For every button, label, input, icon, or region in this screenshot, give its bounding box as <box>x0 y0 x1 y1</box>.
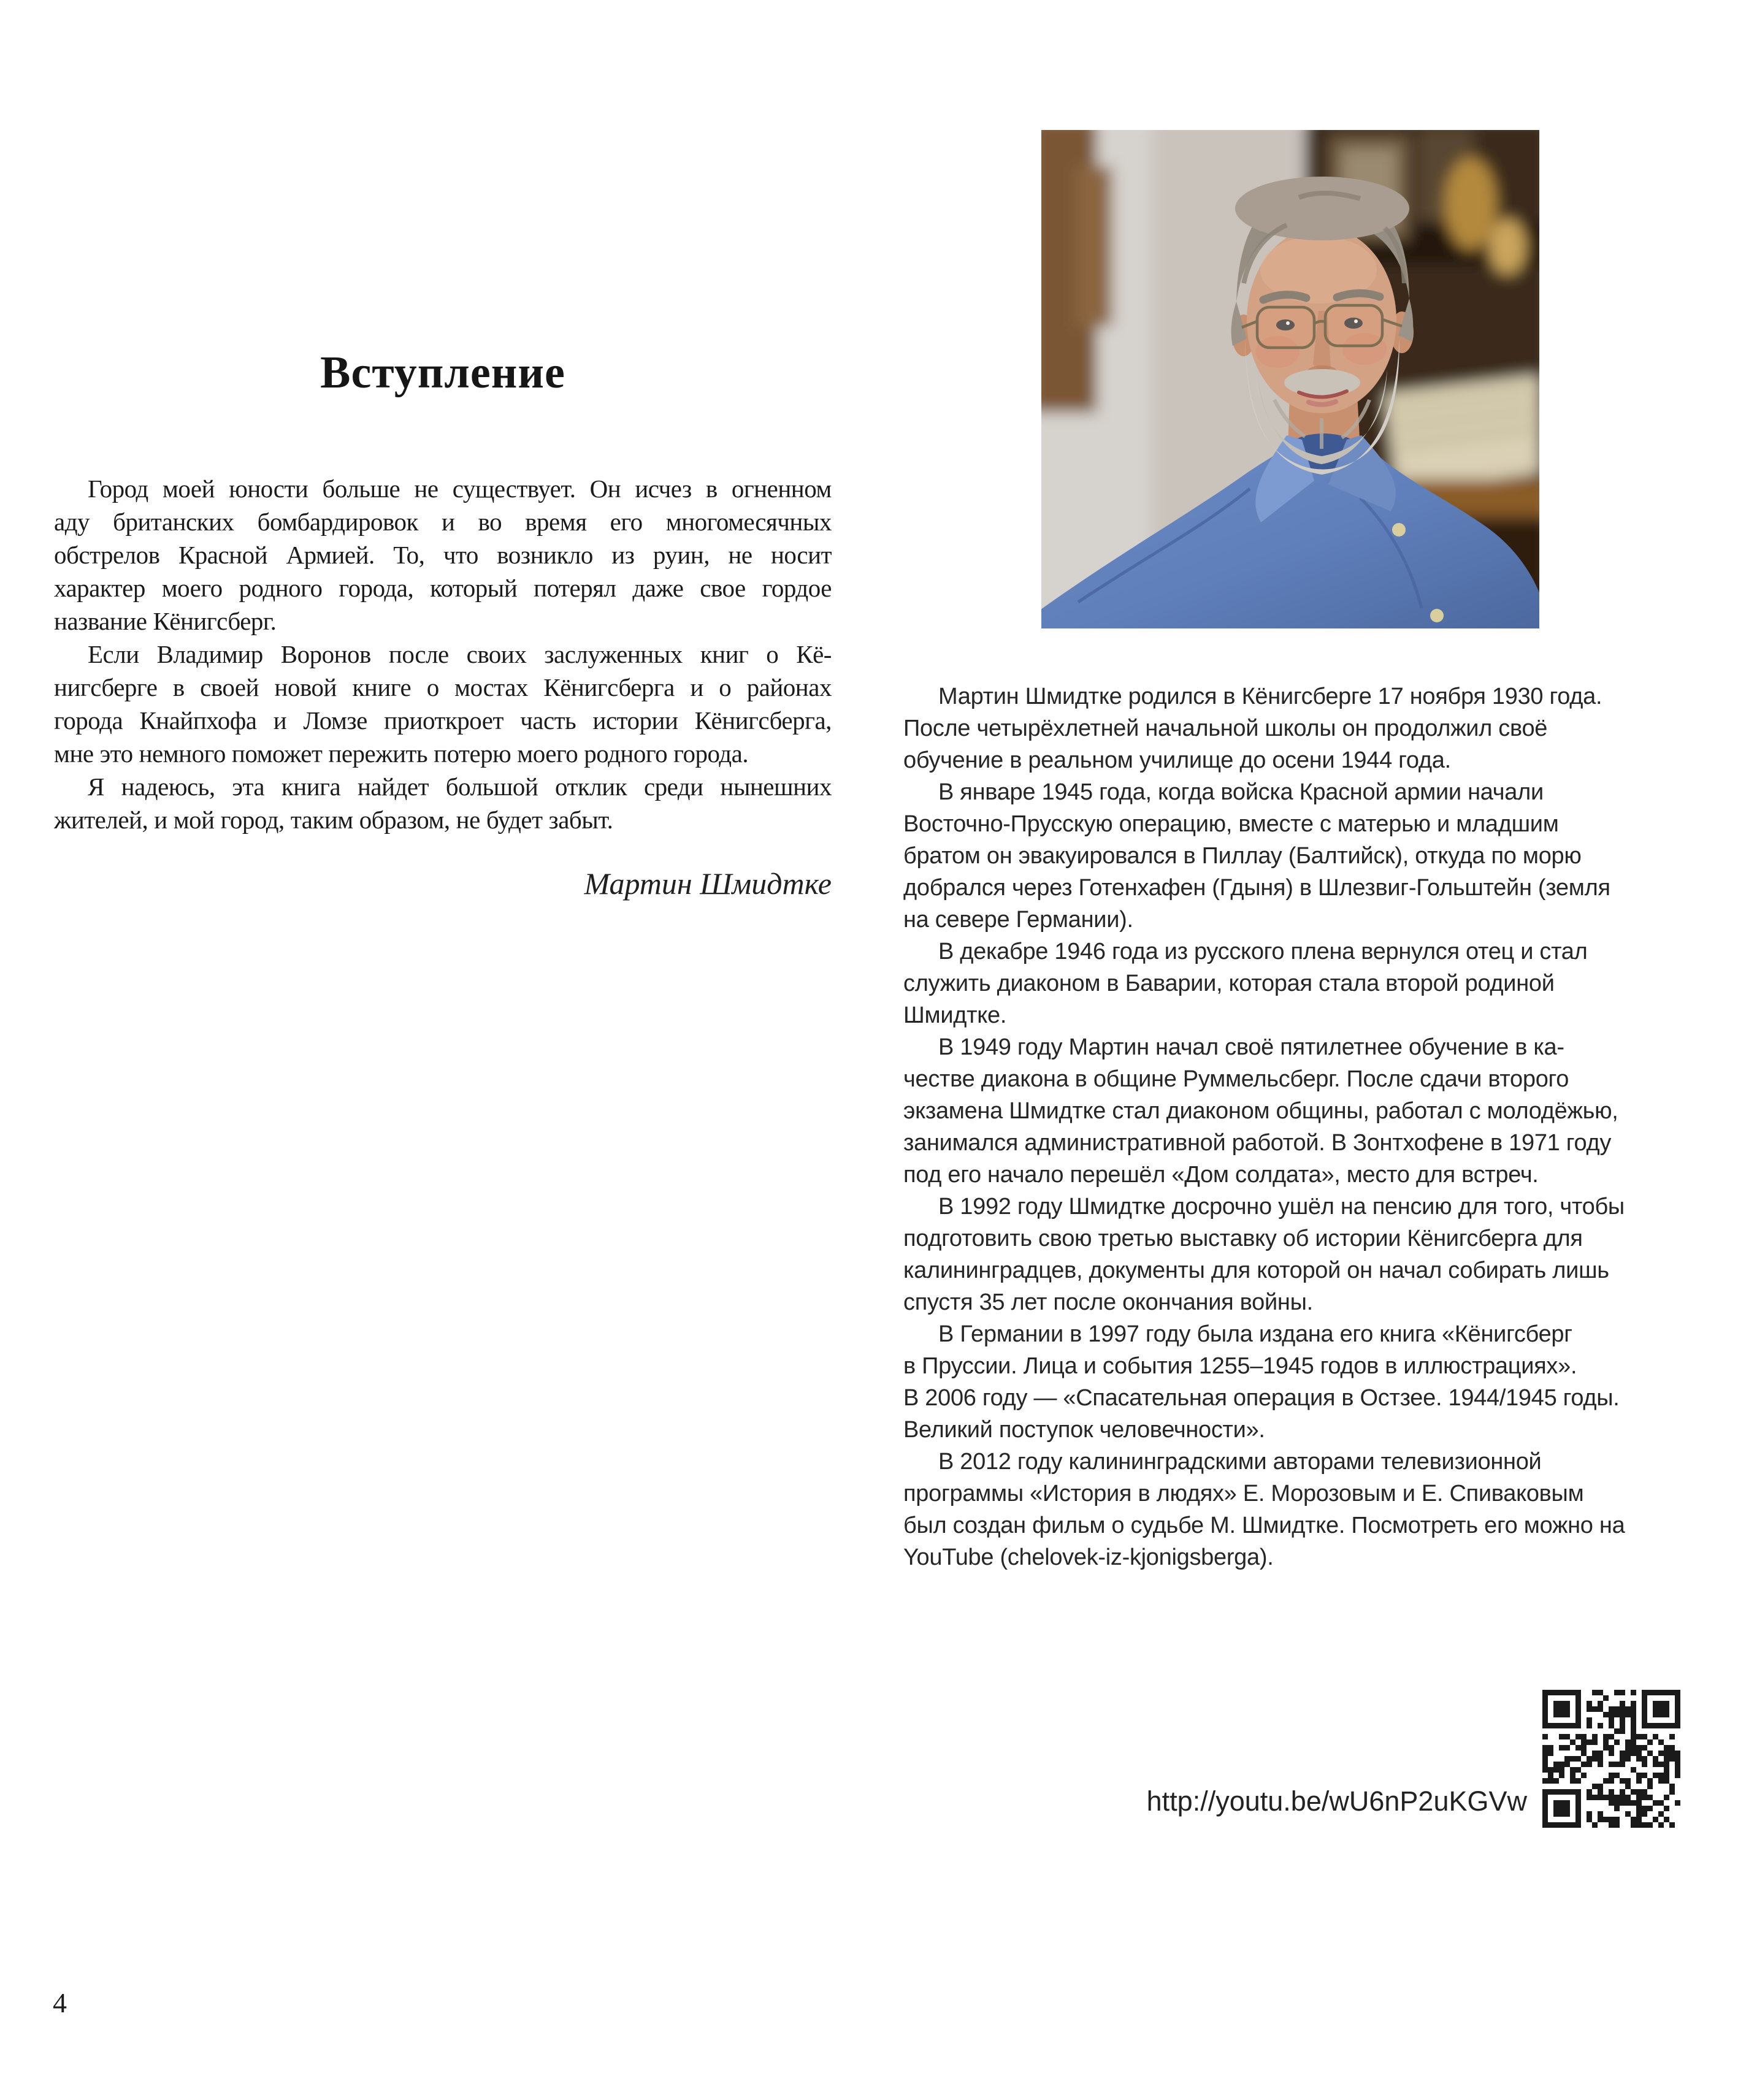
text-line: на севере Германии). <box>903 907 1133 933</box>
text-line: экзамена Шмидтке стал диаконом общины, работал с молодёжью, <box>903 1098 1618 1124</box>
page-number: 4 <box>53 1987 67 2018</box>
text-line: честве диакона в общине Руммельсберг. После сдачи второго <box>903 1066 1569 1092</box>
author-signature: Мартин Шмидтке <box>584 866 832 901</box>
text-line: Город моей юности больше не существует. Он исчез в огненном <box>88 475 832 503</box>
text-line: После четырёхлетней начальной школы он продолжил своё <box>903 716 1548 741</box>
text-line: спустя 35 лет после окончания войны. <box>903 1289 1313 1315</box>
text-line: В 1949 году Мартин начал своё пятилетнее обучение в ка- <box>938 1034 1564 1060</box>
text-line: Я надеюсь, эта книга найдет большой отклик среди нынешних <box>88 773 832 801</box>
biography-text-block <box>903 681 1639 1573</box>
text-line: Великий поступок человечности». <box>903 1417 1265 1443</box>
text-line: братом он эвакуировался в Пиллау (Балтийск), откуда по морю <box>903 843 1582 869</box>
page-title: Вступление <box>320 348 565 398</box>
text-line: мне это немного поможет пережить потерю моего родного города. <box>54 739 749 768</box>
portrait-photo <box>1041 130 1539 628</box>
text-line: В 1992 году Шмидтке досрочно ушёл на пенсию для того, чтобы <box>938 1194 1625 1220</box>
text-line: В 2012 году калининградскими авторами телевизионной <box>938 1449 1542 1475</box>
intro-text-block <box>54 472 832 836</box>
text-line: под его начало перешёл «Дом солдата», место для встреч. <box>903 1162 1539 1188</box>
text-line: в Пруссии. Лица и события 1255–1945 годов в иллюстрациях». <box>903 1353 1577 1379</box>
text-line: В декабре 1946 года из русского плена вернулся отец и стал <box>938 939 1588 964</box>
text-line: Если Владимир Воронов после своих заслуженных книг о Кё- <box>88 640 832 668</box>
text-line: Восточно-Прусскую операцию, вместе с матерью и младшим <box>903 811 1559 837</box>
text-line: служить диаконом в Баварии, которая стала второй родиной <box>903 971 1555 996</box>
text-line: В январе 1945 года, когда войска Красной армии начали <box>938 779 1544 805</box>
text-line: нигсберге в своей новой книге о мостах Кёнигсберга и о районах <box>54 673 832 701</box>
text-line: был создан фильм о судьбе М. Шмидтке. Посмотреть его можно на <box>903 1513 1625 1538</box>
text-line: обстрелов Красной Армией. То, что возникло из руин, не носит <box>54 541 832 569</box>
text-line: калининградцев, документы для которой он начал собирать лишь <box>903 1258 1609 1283</box>
text-line: В Германии в 1997 году была издана его книга «Кёнигсберг <box>938 1321 1572 1347</box>
text-line: занимался административной работой. В Зонтхофене в 1971 году <box>903 1130 1612 1156</box>
text-line: Шмидтке. <box>903 1002 1007 1028</box>
text-line: обучение в реальном училище до осени 1944 года. <box>903 747 1451 773</box>
text-line: города Кнайпхофа и Ломзе приоткроет часть истории Кёнигсберга, <box>54 706 832 735</box>
text-line: YouTube (chelovek-iz-kjonigsberga). <box>903 1544 1274 1570</box>
text-line: Мартин Шмидтке родился в Кёнигсберге 17 ноября 1930 года. <box>938 684 1602 709</box>
text-line: подготовить свою третью выставку об истории Кёнигсберга для <box>903 1226 1583 1251</box>
text-line: жителей, и мой город, таким образом, не будет забыт. <box>54 806 613 834</box>
text-line: аду британских бомбардировок и во время его многомесячных <box>54 508 832 536</box>
text-line: В 2006 году — «Спасательная операция в Остзее. 1944/1945 годы. <box>903 1385 1620 1411</box>
text-line: добрался через Готенхафен (Гдыня) в Шлезвиг-Гольштейн (земля <box>903 875 1610 901</box>
qr-code <box>1542 1690 1680 1828</box>
text-line: характер моего родного города, который потерял даже свое гордое <box>54 574 832 602</box>
video-url: http://youtu.be/wU6nP2uKGVw <box>1146 1785 1527 1817</box>
text-line: название Кёнигсберг. <box>54 607 277 635</box>
text-line: программы «История в людях» Е. Морозовым и Е. Спиваковым <box>903 1481 1584 1506</box>
